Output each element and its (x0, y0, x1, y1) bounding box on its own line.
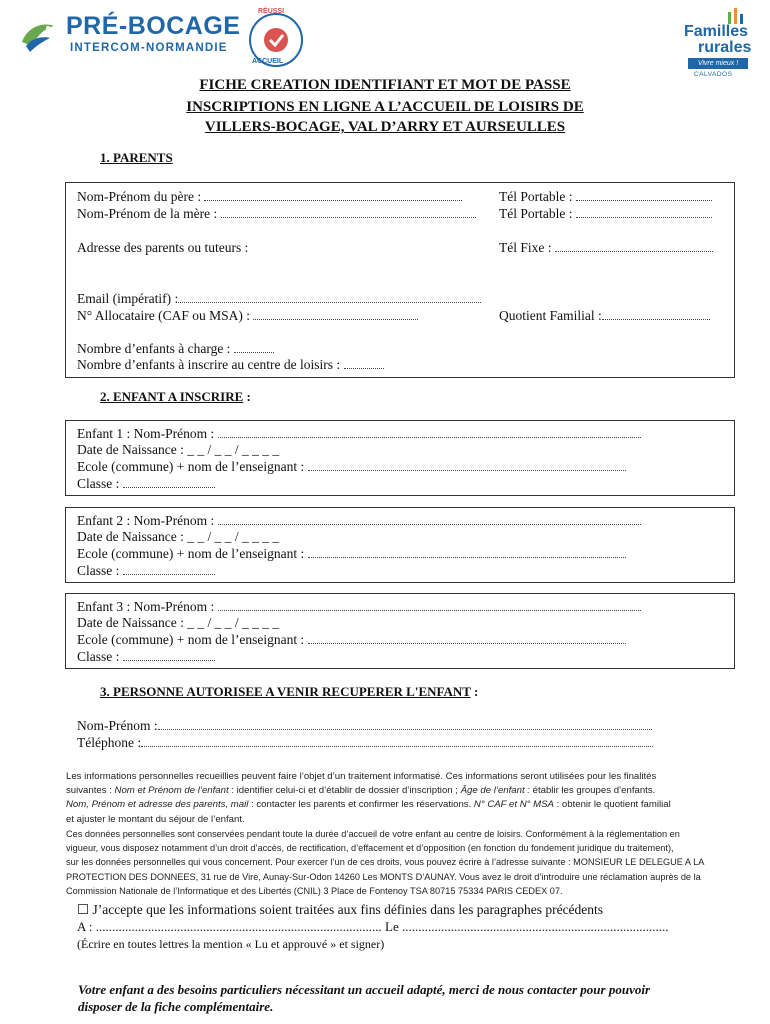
section-3-suffix: : (470, 684, 479, 699)
logo-title: PRÉ-BOCAGE (66, 12, 241, 40)
privacy-p2-line3: sur les données personnelles qui vous concernent. Pour exercer l’un de ces droits, vous pouvez écrire à l’adresse suivante : MONSIEUR LE DELEGUE A LA (66, 857, 705, 868)
children-count-label: Nombre d’enfants à charge : (77, 341, 231, 356)
section-2-label: 2. ENFANT A INSCRIRE (100, 389, 244, 404)
privacy-p2-line4: PROTECTION DES DONNEES, 31 rue de Vire, Aunay-Sur-Odon 14260 Les MONTS D’AUNAY. Vous avez le droit d’introduire une réclamation auprès de la (66, 871, 701, 882)
quotient-field[interactable] (499, 308, 710, 324)
familles-rurales-logo (680, 8, 760, 80)
children-enrolled-field[interactable] (77, 357, 384, 373)
authorized-name-field[interactable] (77, 718, 652, 734)
child-1-school-label: Ecole (commune) + nom de l’enseignant : (77, 459, 305, 474)
authorized-name-label: Nom-Prénom : (77, 718, 158, 733)
privacy-p1-line2: suivantes : Nom et Prénom de l’enfant : identifier celui-ci et d’établir de dossier d’inscription ; Âge de l’enfant : établir les groupes d’enfants. (66, 785, 656, 797)
child-3-class-field[interactable] (77, 649, 215, 665)
address-field[interactable] (77, 240, 248, 256)
closing-line1: Votre enfant a des besoins particuliers nécessitant un accueil adapté, merci de nous contacter pour pouvoir (78, 982, 651, 997)
closing-note (78, 981, 758, 1015)
tel-fixe-label: Tél Fixe : (499, 240, 552, 255)
logo-line1: Familles (684, 23, 749, 40)
privacy-p2-line1: Ces données personnelles sont conservées pendant toute la durée d’accueil de votre enfant au centre de loisirs. Conformément à la réglementation en (66, 829, 680, 839)
privacy-paragraph-2 (66, 827, 746, 898)
seal-top-text: RÉUSSI (258, 8, 285, 15)
allocataire-field[interactable] (77, 308, 418, 324)
child-3-name-label: Enfant 3 : Nom-Prénom : (77, 599, 215, 614)
closing-line2: disposer de la fiche complémentaire. (78, 999, 274, 1014)
consent-text: J’accepte que les informations soient traitées aux fins définies dans les paragraphes précédents (89, 902, 604, 917)
child-1-birth-field[interactable]: Date de Naissance : _ _ / _ _ / _ _ _ _ (77, 442, 280, 457)
tel-portable-2-label: Tél Portable : (499, 206, 573, 221)
children-enrolled-label: Nombre d’enfants à inscrire au centre de loisirs : (77, 357, 341, 372)
child-2-class-field[interactable] (77, 563, 215, 579)
consent-note: (Écrire en toutes lettres la mention « Lu et approuvé » et signer) (77, 937, 385, 951)
child-1-class-label: Classe : (77, 476, 120, 491)
section-2-heading (100, 389, 251, 405)
child-1-class-field[interactable] (77, 476, 215, 492)
bird-icon (18, 16, 58, 56)
title-line-2: INSCRIPTIONS EN LIGNE A L’ACCUEIL DE LOISIRS DE (186, 99, 584, 115)
section-3-heading (100, 684, 478, 700)
title-line-1: FICHE CREATION IDENTIFIANT ET MOT DE PASSE (199, 77, 571, 93)
child-2-school-label: Ecole (commune) + nom de l’enseignant : (77, 546, 305, 561)
father-field[interactable] (77, 189, 462, 205)
email-label: Email (impératif) : (77, 291, 179, 306)
privacy-paragraph-1 (66, 770, 746, 827)
child-3-birth-field[interactable]: Date de Naissance : _ _ / _ _ / _ _ _ _ (77, 615, 280, 630)
privacy-p2-line2: vigueur, vous disposez notamment d’un droit d’accès, de rectification, d’effacement et d’opposition (en fonction du fondement juridique du traitement), (66, 843, 674, 854)
authorized-phone-label: Téléphone : (77, 735, 142, 750)
privacy-p1-line4: et ajuster le montant du séjour de l’enfant. (66, 813, 245, 825)
child-2-school-field[interactable] (77, 546, 626, 562)
child-2-birth-field[interactable]: Date de Naissance : _ _ / _ _ / _ _ _ _ (77, 529, 280, 544)
privacy-p2-line5: Commission Nationale de l’Informatique et des Libertés (CNIL) 3 Place de Fontenoy TSA 80715 75334 PARIS CEDEX 07. (66, 885, 563, 896)
quotient-label: Quotient Familial : (499, 308, 602, 323)
logo-line2: rurales (698, 39, 752, 56)
tel-portable-2-field[interactable] (499, 206, 712, 222)
email-field[interactable] (77, 291, 481, 307)
section-1-heading: 1. PARENTS (100, 150, 173, 165)
privacy-p1-line1: Les informations personnelles recueillies peuvent faire l’objet d’un traitement informatisé. Ces informations seront utilisées pour les finalités (66, 771, 657, 782)
consent-checkbox[interactable]: ☐ (77, 902, 90, 917)
authorized-phone-field[interactable] (77, 735, 653, 751)
seal-bottom-text: ACCUEIL (252, 58, 284, 65)
mother-label: Nom-Prénom de la mère : (77, 206, 218, 221)
title-line-3: VILLERS-BOCAGE, VAL D’ARRY ET AURSEULLES (204, 119, 566, 135)
allocataire-label: N° Allocataire (CAF ou MSA) : (77, 308, 251, 323)
mother-field[interactable] (77, 206, 476, 222)
section-2-suffix: : (243, 389, 251, 404)
privacy-p1-line3: Nom, Prénom et adresse des parents, mail : contacter les parents et confirmer les réservations. N° CAF et N° MSA : obtenir le quotient familial (66, 799, 671, 811)
child-2-name-label: Enfant 2 : Nom-Prénom : (77, 513, 215, 528)
consent-line (77, 902, 603, 918)
logo-region: CALVADOS (694, 71, 733, 78)
logo-subtitle: INTERCOM-NORMANDIE (70, 42, 228, 54)
child-1-school-field[interactable] (77, 459, 626, 475)
section-3-label: 3. PERSONNE AUTORISEE A VENIR RECUPERER L'ENFANT (100, 684, 471, 699)
place-date-field[interactable]: A : ........................................................................................ Le .................................................................................. (77, 919, 669, 934)
child-1-name-field[interactable] (77, 426, 641, 442)
children-count-field[interactable] (77, 341, 274, 357)
tel-portable-1-label: Tél Portable : (499, 189, 573, 204)
tel-fixe-field[interactable] (499, 240, 713, 256)
child-3-class-label: Classe : (77, 649, 120, 664)
pre-bocage-logo (18, 8, 298, 64)
address-label: Adresse des parents ou tuteurs : (77, 240, 249, 255)
child-2-class-label: Classe : (77, 563, 120, 578)
father-label: Nom-Prénom du père : (77, 189, 202, 204)
child-3-school-field[interactable] (77, 632, 626, 648)
tel-portable-1-field[interactable] (499, 189, 712, 205)
child-3-name-field[interactable] (77, 599, 641, 615)
child-3-school-label: Ecole (commune) + nom de l’enseignant : (77, 632, 305, 647)
logo-tagline: Vivre mieux ! (688, 58, 748, 69)
child-2-name-field[interactable] (77, 513, 641, 529)
child-1-name-label: Enfant 1 : Nom-Prénom : (77, 426, 215, 441)
